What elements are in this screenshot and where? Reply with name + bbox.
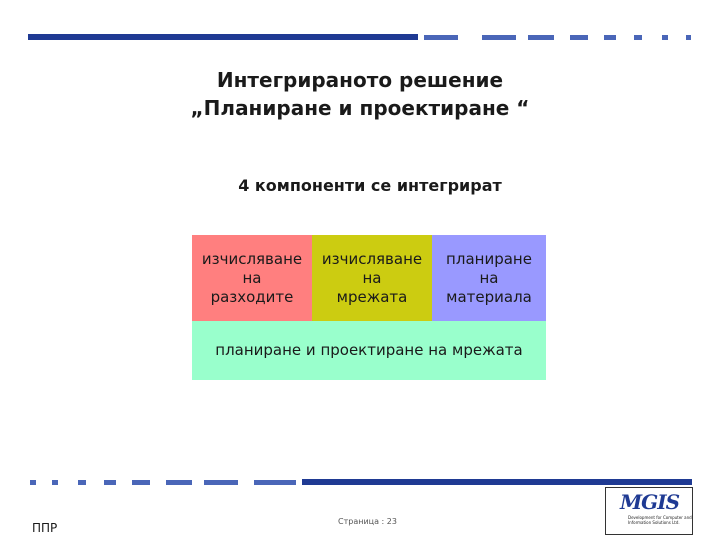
bottom-accent-bar [302, 479, 692, 485]
component-cost-line3: разходите [210, 287, 294, 306]
top-accent-segment [570, 35, 588, 40]
top-accent-segment [604, 35, 616, 40]
component-cost-line2: на [242, 268, 262, 287]
slide-title [0, 66, 720, 122]
page-number: Страница : 23 [338, 517, 397, 526]
component-network-calculation [312, 235, 432, 321]
component-network-design: планиране и проектиране на мрежата [192, 321, 546, 380]
bottom-accent-segment [254, 480, 296, 485]
bottom-accent-segment [166, 480, 192, 485]
logo-mark: MGIS [620, 490, 680, 514]
component-material-line3: материала [446, 287, 532, 306]
top-accent-segment [424, 35, 458, 40]
component-cost-line1: изчисляване [201, 249, 303, 268]
top-accent-segment [634, 35, 642, 40]
bottom-accent-segment [30, 480, 36, 485]
component-material-line1: планиране [446, 249, 532, 268]
top-accent-segment [686, 35, 691, 40]
component-material-line2: на [479, 268, 499, 287]
slide-title-line2: „Планиране и проектиране “ [190, 96, 530, 120]
slide-title-line1: Интегрираното решение [216, 68, 504, 92]
bottom-accent-segment [78, 480, 86, 485]
logo-caption: Development for Computer and Information Solutions Ltd. [628, 515, 692, 525]
component-cost-calculation [192, 235, 312, 321]
bottom-accent-segment [132, 480, 150, 485]
company-logo [605, 487, 693, 535]
top-accent-segment [528, 35, 554, 40]
footer-label: ППР [32, 521, 58, 535]
bottom-accent-segment [104, 480, 116, 485]
bottom-accent-segment [52, 480, 58, 485]
top-accent-segment [482, 35, 516, 40]
component-network-line2: на [362, 268, 382, 287]
top-accent-segment [662, 35, 668, 40]
bottom-accent-segment [204, 480, 238, 485]
component-network-line1: изчисляване [321, 249, 423, 268]
component-network-line3: мрежата [336, 287, 408, 306]
component-material-planning [432, 235, 546, 321]
top-accent-bar [28, 34, 418, 40]
slide-subtitle: 4 компоненти се интегрират [238, 176, 502, 195]
